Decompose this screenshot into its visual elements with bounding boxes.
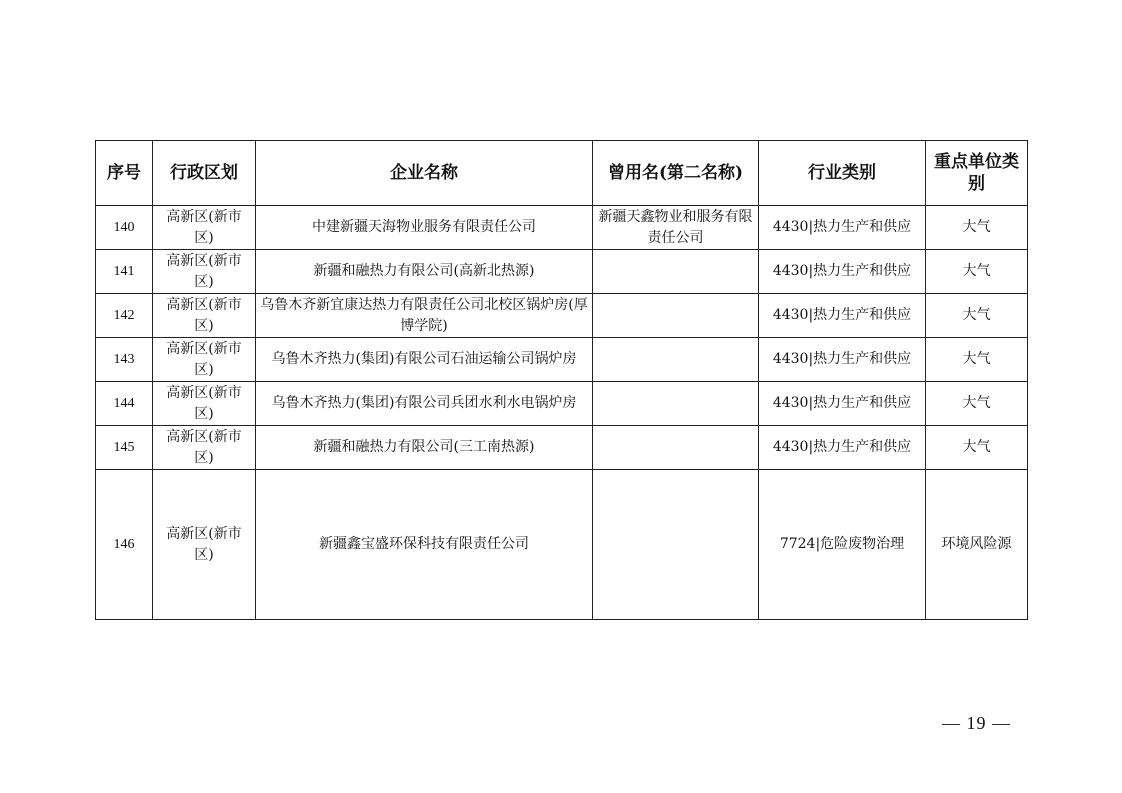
cell-industry: 4430|热力生产和供应: [759, 250, 926, 294]
cell-industry: 4430|热力生产和供应: [759, 338, 926, 382]
cell-index: 146: [96, 470, 153, 620]
enterprise-table: [95, 140, 1028, 620]
cell-company: 乌鲁木齐热力(集团)有限公司兵团水利水电锅炉房: [256, 382, 593, 426]
cell-index: 143: [96, 338, 153, 382]
header-key-category: 重点单位类别: [926, 141, 1028, 206]
cell-district: 高新区(新市区): [153, 206, 256, 250]
cell-former-name: [593, 426, 759, 470]
cell-key-category: 大气: [926, 250, 1028, 294]
cell-industry: 4430|热力生产和供应: [759, 426, 926, 470]
header-company: 企业名称: [256, 141, 593, 206]
cell-district: 高新区(新市区): [153, 250, 256, 294]
table-row: [96, 250, 1028, 294]
cell-industry: 4430|热力生产和供应: [759, 206, 926, 250]
cell-company: 新疆鑫宝盛环保科技有限责任公司: [256, 470, 593, 620]
table-row: [96, 426, 1028, 470]
table-row: [96, 294, 1028, 338]
cell-former-name: [593, 294, 759, 338]
cell-industry: 4430|热力生产和供应: [759, 382, 926, 426]
cell-company: 新疆和融热力有限公司(三工南热源): [256, 426, 593, 470]
cell-key-category: 大气: [926, 294, 1028, 338]
table-row: [96, 206, 1028, 250]
cell-company: 乌鲁木齐新宜康达热力有限责任公司北校区锅炉房(厚博学院): [256, 294, 593, 338]
cell-company: 中建新疆天海物业服务有限责任公司: [256, 206, 593, 250]
header-district: 行政区划: [153, 141, 256, 206]
cell-former-name: [593, 338, 759, 382]
header-former-name: 曾用名(第二名称): [593, 141, 759, 206]
cell-former-name: [593, 250, 759, 294]
table-row: [96, 382, 1028, 426]
cell-index: 142: [96, 294, 153, 338]
table-row: [96, 470, 1028, 620]
cell-district: 高新区(新市区): [153, 338, 256, 382]
cell-index: 140: [96, 206, 153, 250]
cell-company: 新疆和融热力有限公司(高新北热源): [256, 250, 593, 294]
cell-district: 高新区(新市区): [153, 426, 256, 470]
cell-industry: 7724|危险废物治理: [759, 470, 926, 620]
cell-index: 141: [96, 250, 153, 294]
table-header-row: [96, 141, 1028, 206]
cell-key-category: 大气: [926, 206, 1028, 250]
cell-district: 高新区(新市区): [153, 294, 256, 338]
cell-index: 144: [96, 382, 153, 426]
cell-company: 乌鲁木齐热力(集团)有限公司石油运输公司锅炉房: [256, 338, 593, 382]
cell-key-category: 环境风险源: [926, 470, 1028, 620]
cell-district: 高新区(新市区): [153, 470, 256, 620]
cell-key-category: 大气: [926, 382, 1028, 426]
page-number: — 19 —: [942, 713, 1011, 733]
header-industry: 行业类别: [759, 141, 926, 206]
table-row: [96, 338, 1028, 382]
cell-key-category: 大气: [926, 338, 1028, 382]
cell-former-name: [593, 382, 759, 426]
cell-industry: 4430|热力生产和供应: [759, 294, 926, 338]
cell-former-name: [593, 470, 759, 620]
cell-key-category: 大气: [926, 426, 1028, 470]
header-index: 序号: [96, 141, 153, 206]
cell-index: 145: [96, 426, 153, 470]
cell-district: 高新区(新市区): [153, 382, 256, 426]
cell-former-name: 新疆天鑫物业和服务有限责任公司: [593, 206, 759, 250]
